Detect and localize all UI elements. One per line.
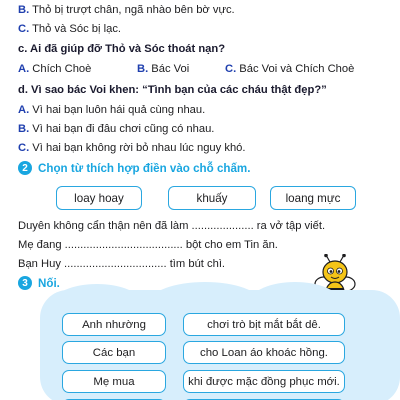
- match-left-2[interactable]: Các bạn: [62, 341, 166, 364]
- word-box-khuay: khuấy: [168, 186, 256, 210]
- option-b-line: [18, 4, 235, 16]
- option-c-line: [18, 23, 121, 35]
- option-text: Chích Choè: [32, 63, 92, 75]
- section-title: Chọn từ thích hợp điền vào chỗ chấm.: [38, 161, 251, 175]
- question-c: c. Ai đã giúp đỡ Thỏ và Sóc thoát nạn?: [18, 43, 226, 55]
- match-left-3[interactable]: Mẹ mua: [62, 370, 166, 393]
- section-number-badge: 2: [18, 161, 32, 175]
- fill-sentence-1: Duyên không cẩn thận nên đã làm .................... ra vở tập viết.: [18, 220, 326, 232]
- option-text: Thỏ và Sóc bị lạc.: [32, 23, 122, 35]
- match-right-3[interactable]: khi được mặc đồng phục mới.: [183, 370, 345, 393]
- section-title: Nối.: [38, 276, 60, 290]
- match-right-2[interactable]: cho Loan áo khoác hồng.: [183, 341, 345, 364]
- option-letter: C.: [18, 142, 30, 154]
- question-d-option-a: [18, 104, 205, 116]
- section-2-heading: [18, 161, 250, 175]
- question-c-option-b: [137, 63, 189, 75]
- question-d: d. Vì sao bác Voi khen: “Tình bạn của các cháu thật đẹp?”: [18, 84, 327, 96]
- option-letter: B.: [18, 4, 30, 16]
- option-letter: B.: [18, 123, 30, 135]
- question-c-options: [18, 63, 91, 75]
- match-right-1[interactable]: chơi trò bịt mắt bắt dê.: [183, 313, 345, 336]
- question-c-option-c: [225, 63, 354, 75]
- option-text: Vì hai bạn đi đâu chơi cũng có nhau.: [32, 123, 215, 135]
- option-text: Thỏ bị trượt chân, ngã nhào bên bờ vực.: [32, 4, 235, 16]
- word-box-loang-muc: loang mực: [270, 186, 356, 210]
- fill-sentence-3: Bạn Huy ................................. tìm bút chì.: [18, 258, 226, 270]
- word-box-loay-hoay: loay hoay: [56, 186, 142, 210]
- option-text: Vì hai bạn luôn hái quả cùng nhau.: [32, 104, 206, 116]
- section-3-heading: [18, 276, 60, 290]
- fill-sentence-2: Mẹ đang ...................................... bột cho em Tin ăn.: [18, 239, 278, 251]
- option-text: Bác Voi và Chích Choè: [239, 63, 355, 75]
- option-text: Vì hai bạn không rời bỏ nhau lúc nguy khó.: [32, 142, 246, 154]
- option-letter: A.: [18, 63, 30, 75]
- option-text: Bác Voi: [151, 63, 190, 75]
- question-d-option-c: [18, 142, 246, 154]
- section-number-badge: 3: [18, 276, 32, 290]
- match-left-1[interactable]: Anh nhường: [62, 313, 166, 336]
- question-d-option-b: [18, 123, 214, 135]
- option-letter: C.: [225, 63, 237, 75]
- option-letter: A.: [18, 104, 30, 116]
- option-letter: C.: [18, 23, 30, 35]
- option-letter: B.: [137, 63, 149, 75]
